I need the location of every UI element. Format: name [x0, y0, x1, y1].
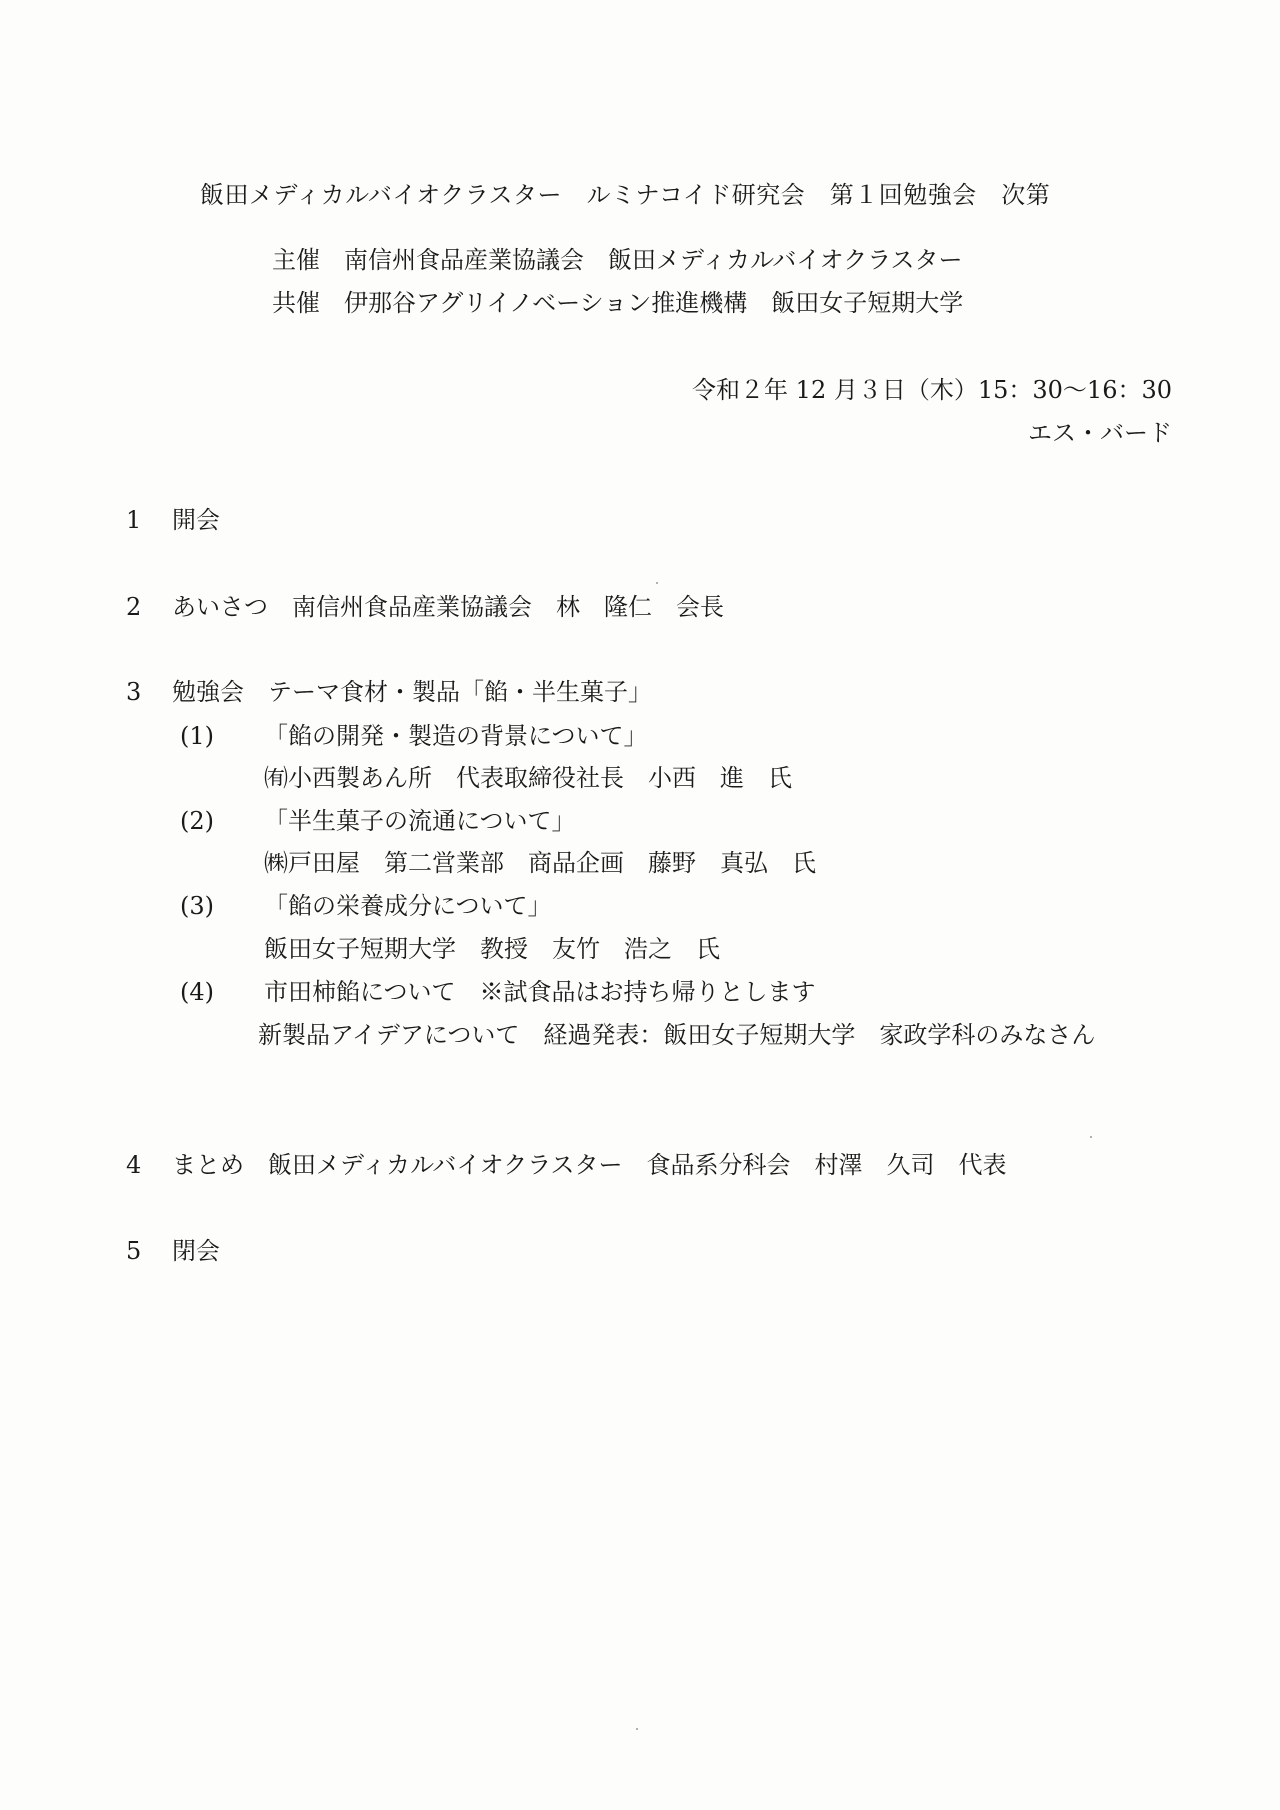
- study-item-topic: 「餡の栄養成分について」: [264, 892, 552, 920]
- agenda-item-summary: [126, 1150, 1006, 1180]
- agenda-number: 1: [126, 506, 142, 534]
- agenda-item-study-session: [126, 677, 652, 707]
- event-venue: エス・バード: [1028, 419, 1172, 447]
- agenda-item-greeting: [126, 592, 724, 622]
- scan-speck: [636, 1728, 638, 1730]
- study-item-1-speaker: ㈲小西製あん所 代表取締役社長 小西 進 氏: [264, 764, 792, 792]
- event-date: 令和２年 12 月３日（木）15：30～16：30: [692, 376, 1172, 404]
- scan-speck: [1090, 1136, 1092, 1138]
- study-item-topic: 市田柿餡について ※試食品はお持ち帰りとします: [264, 978, 816, 1006]
- study-item-number: (2): [180, 807, 214, 835]
- agenda-text: あいさつ 南信州食品産業協議会 林 隆仁 会長: [172, 593, 724, 621]
- agenda-number: 3: [126, 678, 142, 706]
- cohost-line: 共催 伊那谷アグリイノベーション推進機構 飯田女子短期大学: [272, 289, 964, 317]
- study-item-number: (4): [180, 978, 214, 1006]
- agenda-number: 4: [126, 1151, 142, 1179]
- document-title: 飯田メディカルバイオクラスター ルミナコイド研究会 第１回勉強会 次第: [200, 181, 1051, 209]
- study-item-3: [180, 891, 552, 921]
- study-item-topic: 「半生菓子の流通について」: [264, 807, 576, 835]
- study-item-3-speaker: 飯田女子短期大学 教授 友竹 浩之 氏: [264, 935, 720, 963]
- agenda-text: 勉強会 テーマ食材・製品「餡・半生菓子」: [172, 678, 652, 706]
- study-item-topic: 「餡の開発・製造の背景について」: [264, 722, 648, 750]
- agenda-text: まとめ 飯田メディカルバイオクラスター 食品系分科会 村澤 久司 代表: [172, 1151, 1007, 1179]
- study-item-4: [180, 977, 816, 1007]
- study-item-number: (3): [180, 892, 214, 920]
- study-item-2: [180, 806, 576, 836]
- agenda-number: 5: [126, 1237, 142, 1265]
- study-item-1: [180, 721, 648, 751]
- study-item-4-detail: 新製品アイデアについて 経過発表：飯田女子短期大学 家政学科のみなさん: [258, 1021, 1096, 1049]
- host-line: 主催 南信州食品産業協議会 飯田メディカルバイオクラスター: [272, 246, 963, 274]
- study-item-2-speaker: ㈱戸田屋 第二営業部 商品企画 藤野 真弘 氏: [264, 849, 816, 877]
- agenda-text: 開会: [172, 506, 220, 534]
- agenda-number: 2: [126, 593, 142, 621]
- agenda-item-closing: [126, 1236, 220, 1266]
- scan-speck: [656, 582, 658, 584]
- agenda-text: 閉会: [172, 1237, 220, 1265]
- study-item-number: (1): [180, 722, 214, 750]
- agenda-item-opening: [126, 505, 220, 535]
